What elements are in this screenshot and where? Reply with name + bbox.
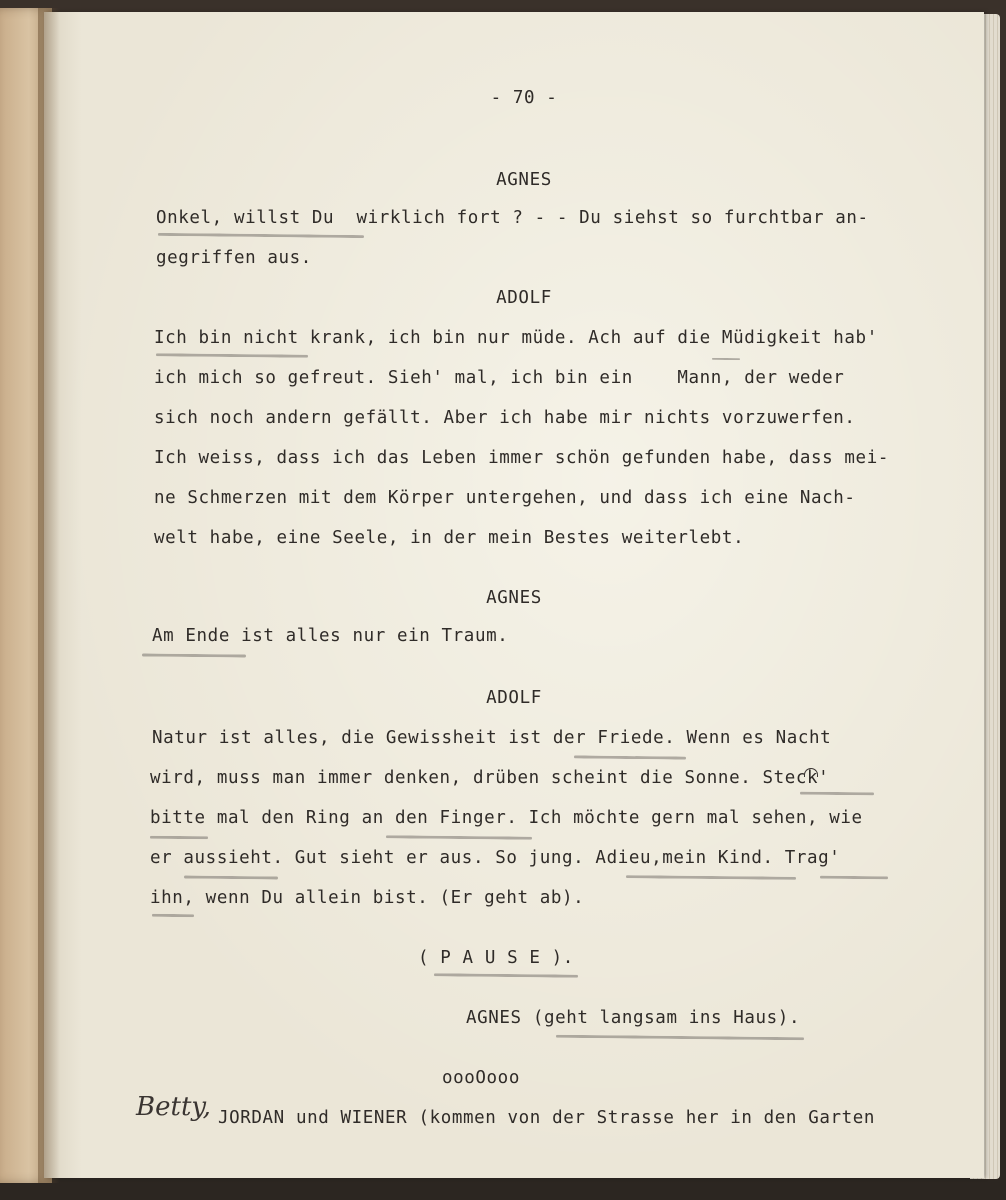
pencil-underline [434, 973, 578, 978]
stage-direction-exit: AGNES (geht langsam ins Haus). [466, 1008, 801, 1028]
stage-direction-pause: ( P A U S E ). [418, 948, 574, 968]
dialogue-line: ne Schmerzen mit dem Körper untergehen, und dass ich eine Nach- [154, 488, 856, 508]
handwritten-correction-mark [804, 768, 818, 777]
dialogue-line: Onkel, willst Du wirklich fort ? - - Du siehst so furchtbar an- [156, 208, 869, 228]
dialogue-line: welt habe, eine Seele, in der mein Bestes weiterlebt. [154, 528, 745, 548]
handwritten-note: Betty, [136, 1092, 211, 1122]
speaker-agnes-2: AGNES [486, 588, 542, 608]
dialogue-line: gegriffen aus. [156, 248, 312, 268]
pencil-underline [158, 233, 364, 238]
pencil-underline [712, 358, 740, 360]
pencil-underline [626, 875, 796, 880]
pencil-underline [386, 835, 532, 840]
speaker-adolf-1: ADOLF [496, 288, 552, 308]
dialogue-line: Ich bin nicht krank, ich bin nur müde. Ach auf die Müdigkeit hab' [154, 328, 878, 348]
pencil-underline [574, 755, 686, 759]
pencil-underline [150, 836, 208, 840]
page-number: - 70 - [490, 88, 558, 108]
dialogue-line: ihn, wenn Du allein bist. (Er geht ab). [150, 888, 585, 908]
pencil-underline [820, 876, 888, 880]
speaker-adolf-2: ADOLF [486, 688, 542, 708]
dialogue-line: Ich weiss, dass ich das Leben immer schön gefunden habe, dass mei- [154, 448, 889, 468]
pencil-underline [142, 653, 246, 657]
dialogue-line: sich noch andern gefällt. Aber ich habe mir nichts vorzuwerfen. [154, 408, 856, 428]
pencil-underline [184, 876, 278, 880]
scene-separator: oooOooo [442, 1068, 520, 1088]
dialogue-line: Natur ist alles, die Gewissheit ist der Friede. Wenn es Nacht [152, 728, 832, 748]
pencil-underline [800, 792, 874, 796]
pencil-underline [152, 914, 194, 917]
speaker-agnes-1: AGNES [496, 170, 552, 190]
dialogue-line: er aussieht. Gut sieht er aus. So jung. Adieu,mein Kind. Trag' [150, 848, 841, 868]
typescript-page [44, 12, 984, 1178]
pencil-underline [556, 1035, 804, 1041]
dialogue-line: JORDAN und WIENER (kommen von der Strasse her in den Garten [218, 1108, 876, 1128]
book-gutter [38, 8, 60, 1183]
pencil-underline [156, 353, 308, 358]
dialogue-line: wird, muss man immer denken, drüben scheint die Sonne. Steck' [150, 768, 830, 788]
dialogue-line: ich mich so gefreut. Sieh' mal, ich bin ein Mann, der weder [154, 368, 845, 388]
dialogue-line: Am Ende ist alles nur ein Traum. [152, 626, 509, 646]
dialogue-line: bitte mal den Ring an den Finger. Ich möchte gern mal sehen, wie [150, 808, 863, 828]
